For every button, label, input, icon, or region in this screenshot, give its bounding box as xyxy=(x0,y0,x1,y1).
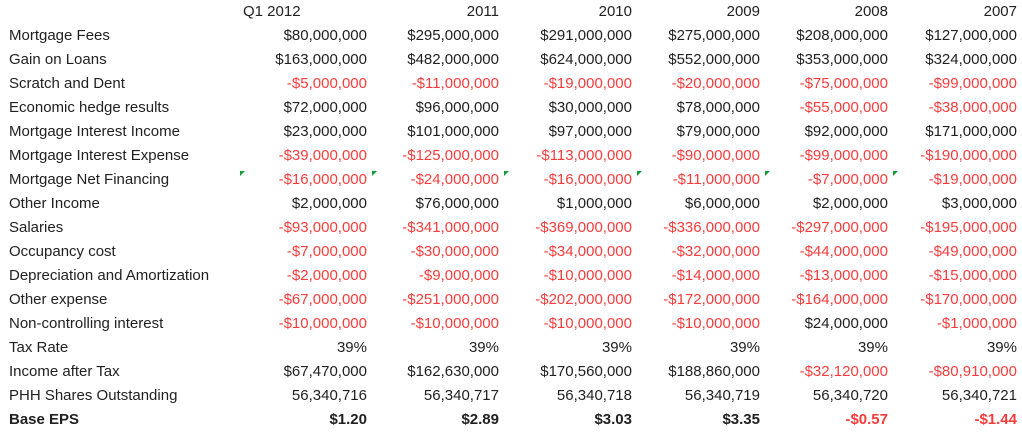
value-cell[interactable]: -$10,000,000 xyxy=(671,315,760,332)
value-cell[interactable]: -$9,000,000 xyxy=(418,267,499,284)
table-row xyxy=(0,48,1022,72)
error-indicator-icon xyxy=(372,171,377,176)
row-label-cell[interactable]: Other expense xyxy=(9,291,108,308)
value-cell[interactable]: -$341,000,000 xyxy=(402,219,499,236)
table-row xyxy=(0,216,1022,240)
table-row xyxy=(0,408,1022,432)
value-cell[interactable]: -$2,000,000 xyxy=(286,267,367,284)
value-cell[interactable]: -$195,000,000 xyxy=(920,219,1017,236)
row-label-cell[interactable]: Base EPS xyxy=(9,411,80,428)
row-label-cell[interactable]: Mortgage Fees xyxy=(9,27,110,44)
value-cell[interactable]: $162,630,000 xyxy=(407,363,499,380)
error-indicator-icon xyxy=(504,171,509,176)
value-cell[interactable]: $6,000,000 xyxy=(684,195,760,212)
value-cell[interactable]: 56,340,721 xyxy=(941,387,1017,404)
value-cell[interactable]: $3,000,000 xyxy=(941,195,1017,212)
value-cell[interactable]: $275,000,000 xyxy=(668,27,760,44)
value-cell[interactable]: -$251,000,000 xyxy=(402,291,499,308)
table-row xyxy=(0,120,1022,144)
value-cell[interactable]: $1.20 xyxy=(329,411,367,428)
column-header[interactable]: 2010 xyxy=(598,3,632,20)
table-row xyxy=(0,24,1022,48)
value-cell[interactable]: -$20,000,000 xyxy=(671,75,760,92)
row-label-cell[interactable]: Other Income xyxy=(9,195,100,212)
value-cell[interactable]: -$369,000,000 xyxy=(535,219,632,236)
value-cell[interactable]: $76,000,000 xyxy=(415,195,499,212)
table-row xyxy=(0,264,1022,288)
value-cell[interactable]: -$7,000,000 xyxy=(286,243,367,260)
value-cell[interactable]: -$1,000,000 xyxy=(936,315,1017,332)
value-cell[interactable]: -$16,000,000 xyxy=(240,168,372,192)
value-cell[interactable]: -$44,000,000 xyxy=(799,243,888,260)
value-cell[interactable]: $353,000,000 xyxy=(796,51,888,68)
value-cell[interactable]: -$38,000,000 xyxy=(928,99,1017,116)
row-label-cell[interactable]: Depreciation and Amortization xyxy=(9,267,210,284)
column-header[interactable]: 2009 xyxy=(726,3,760,20)
value-cell[interactable]: $624,000,000 xyxy=(540,51,632,68)
value-cell[interactable]: $482,000,000 xyxy=(407,51,499,68)
value-cell[interactable]: $1,000,000 xyxy=(556,195,632,212)
value-cell[interactable]: -$10,000,000 xyxy=(410,315,499,332)
value-cell[interactable]: -$113,000,000 xyxy=(536,147,632,164)
value-cell[interactable]: $92,000,000 xyxy=(804,123,888,140)
error-indicator-icon xyxy=(893,171,898,176)
value-cell[interactable]: 39% xyxy=(468,339,499,356)
value-cell[interactable]: $80,000,000 xyxy=(283,27,367,44)
value-cell[interactable]: -$15,000,000 xyxy=(928,267,1017,284)
table-row xyxy=(0,72,1022,96)
table-row xyxy=(0,240,1022,264)
value-cell[interactable]: -$297,000,000 xyxy=(791,219,888,236)
value-cell[interactable]: $188,860,000 xyxy=(668,363,760,380)
row-label-cell[interactable]: Gain on Loans xyxy=(9,51,107,68)
value-cell[interactable]: -$170,000,000 xyxy=(920,291,1017,308)
value-cell[interactable]: $24,000,000 xyxy=(804,315,888,332)
table-row xyxy=(0,96,1022,120)
value-cell[interactable]: $295,000,000 xyxy=(407,27,499,44)
column-header[interactable]: 2007 xyxy=(983,3,1017,20)
column-header[interactable]: 2011 xyxy=(466,3,499,20)
corner-header-cell[interactable] xyxy=(0,0,240,24)
value-cell[interactable]: -$7,000,000 xyxy=(765,168,893,192)
value-cell[interactable]: $23,000,000 xyxy=(283,123,367,140)
value-cell[interactable]: 39% xyxy=(601,339,632,356)
value-cell[interactable]: $101,000,000 xyxy=(407,123,499,140)
table-row xyxy=(0,168,1022,192)
row-label-cell[interactable]: Economic hedge results xyxy=(9,99,170,116)
value-cell[interactable]: $291,000,000 xyxy=(540,27,632,44)
value-cell[interactable]: -$5,000,000 xyxy=(286,75,367,92)
value-cell[interactable]: $324,000,000 xyxy=(925,51,1017,68)
value-cell[interactable]: -$80,910,000 xyxy=(928,363,1017,380)
row-label-cell[interactable]: Mortgage Net Financing xyxy=(9,171,170,188)
table-body xyxy=(0,24,1022,432)
row-label-cell[interactable]: Occupancy cost xyxy=(9,243,116,260)
value-cell[interactable]: $3.03 xyxy=(594,411,632,428)
value-cell[interactable]: -$336,000,000 xyxy=(663,219,760,236)
value-cell[interactable]: -$16,000,000 xyxy=(504,168,637,192)
value-cell[interactable]: 56,340,717 xyxy=(423,387,499,404)
row-label-cell[interactable]: Income after Tax xyxy=(9,363,120,380)
value-cell[interactable]: -$172,000,000 xyxy=(663,291,760,308)
row-label-cell[interactable]: Mortgage Interest Income xyxy=(9,123,180,140)
value-cell[interactable]: 39% xyxy=(336,339,367,356)
value-cell[interactable]: $30,000,000 xyxy=(548,99,632,116)
value-cell[interactable]: -$190,000,000 xyxy=(920,147,1017,164)
value-cell[interactable]: $72,000,000 xyxy=(283,99,367,116)
table-row xyxy=(0,144,1022,168)
value-cell[interactable]: 39% xyxy=(986,339,1017,356)
table-row xyxy=(0,360,1022,384)
value-cell[interactable]: -$39,000,000 xyxy=(278,147,367,164)
value-cell[interactable]: -$202,000,000 xyxy=(535,291,632,308)
value-cell[interactable]: -$32,000,000 xyxy=(671,243,760,260)
value-cell[interactable]: $78,000,000 xyxy=(676,99,760,116)
row-label-cell[interactable]: Scratch and Dent xyxy=(9,75,125,92)
value-cell[interactable]: -$32,120,000 xyxy=(799,363,888,380)
value-cell[interactable]: -$1.44 xyxy=(974,411,1017,428)
table-row xyxy=(0,384,1022,408)
value-cell[interactable]: -$55,000,000 xyxy=(799,99,888,116)
value-cell[interactable]: -$125,000,000 xyxy=(402,147,499,164)
value-cell[interactable]: -$67,000,000 xyxy=(278,291,367,308)
value-cell[interactable]: $2.89 xyxy=(461,411,499,428)
value-cell[interactable]: -$49,000,000 xyxy=(928,243,1017,260)
value-cell[interactable]: 56,340,718 xyxy=(556,387,632,404)
value-cell[interactable]: -$14,000,000 xyxy=(671,267,760,284)
column-header[interactable]: Q1 2012 xyxy=(243,3,301,20)
value-cell[interactable]: $208,000,000 xyxy=(796,27,888,44)
value-cell[interactable]: -$93,000,000 xyxy=(278,219,367,236)
value-cell[interactable]: -$0.57 xyxy=(845,411,888,428)
error-indicator-icon xyxy=(765,171,770,176)
value-cell[interactable]: $163,000,000 xyxy=(275,51,367,68)
value-cell[interactable]: -$19,000,000 xyxy=(543,75,632,92)
row-label-cell[interactable]: Mortgage Interest Expense xyxy=(9,147,190,164)
error-indicator-icon xyxy=(637,171,642,176)
value-cell[interactable]: 39% xyxy=(729,339,760,356)
value-cell[interactable]: -$75,000,000 xyxy=(799,75,888,92)
value-cell[interactable]: $79,000,000 xyxy=(676,123,760,140)
value-cell[interactable]: -$30,000,000 xyxy=(410,243,499,260)
value-cell[interactable]: $2,000,000 xyxy=(291,195,367,212)
value-cell[interactable]: $2,000,000 xyxy=(812,195,888,212)
value-cell[interactable]: $3.35 xyxy=(722,411,760,428)
row-label-cell[interactable]: Salaries xyxy=(9,219,64,236)
value-cell[interactable]: -$24,000,000 xyxy=(372,168,504,192)
value-cell[interactable]: -$19,000,000 xyxy=(893,168,1022,192)
row-label-cell[interactable]: PHH Shares Outstanding xyxy=(9,387,178,404)
value-cell[interactable]: -$99,000,000 xyxy=(799,147,888,164)
header-row xyxy=(0,0,1022,24)
value-cell[interactable]: 56,340,719 xyxy=(684,387,760,404)
value-cell[interactable]: $97,000,000 xyxy=(548,123,632,140)
value-cell[interactable]: 56,340,720 xyxy=(812,387,888,404)
table-row xyxy=(0,312,1022,336)
value-cell[interactable]: -$164,000,000 xyxy=(791,291,888,308)
value-cell[interactable]: -$13,000,000 xyxy=(799,267,888,284)
value-cell[interactable]: $171,000,000 xyxy=(925,123,1017,140)
value-cell[interactable]: -$99,000,000 xyxy=(928,75,1017,92)
row-label-cell[interactable]: Non-controlling interest xyxy=(9,315,164,332)
value-cell[interactable]: $552,000,000 xyxy=(668,51,760,68)
value-cell[interactable]: $127,000,000 xyxy=(925,27,1017,44)
table-row xyxy=(0,288,1022,312)
value-cell[interactable]: -$10,000,000 xyxy=(543,267,632,284)
table-row xyxy=(0,192,1022,216)
error-indicator-icon xyxy=(240,171,245,176)
value-cell[interactable]: 39% xyxy=(857,339,888,356)
value-cell[interactable]: $96,000,000 xyxy=(415,99,499,116)
row-label-cell[interactable]: Tax Rate xyxy=(9,339,69,356)
value-cell[interactable]: 56,340,716 xyxy=(291,387,367,404)
value-cell[interactable]: $67,470,000 xyxy=(283,363,367,380)
value-cell[interactable]: -$10,000,000 xyxy=(278,315,367,332)
column-header[interactable]: 2008 xyxy=(854,3,888,20)
value-cell[interactable]: -$11,000,000 xyxy=(411,75,499,92)
value-cell[interactable]: -$34,000,000 xyxy=(543,243,632,260)
value-cell[interactable]: -$11,000,000 xyxy=(637,168,765,192)
value-cell[interactable]: $170,560,000 xyxy=(540,363,632,380)
table-row xyxy=(0,336,1022,360)
value-cell[interactable]: -$90,000,000 xyxy=(671,147,760,164)
value-cell[interactable]: -$10,000,000 xyxy=(543,315,632,332)
